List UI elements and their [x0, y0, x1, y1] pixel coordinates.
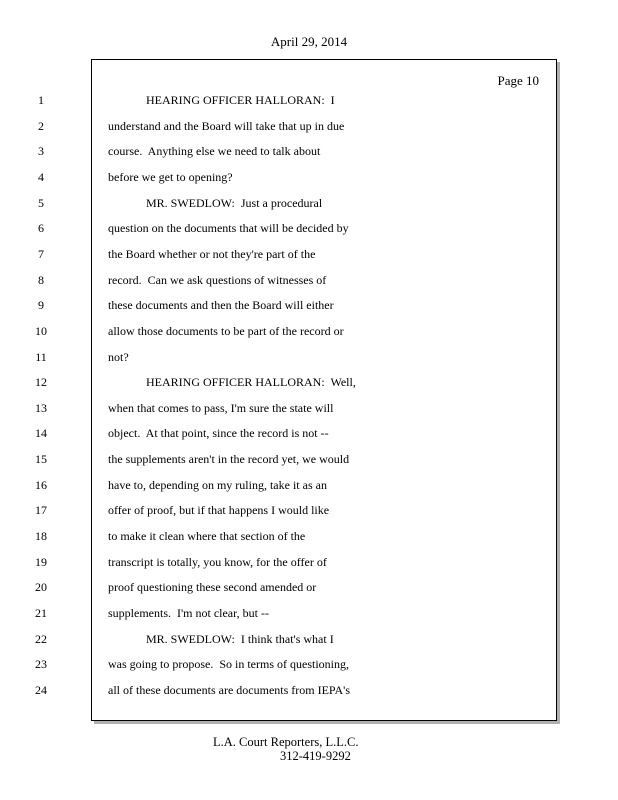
transcript-line: before we get to opening?	[108, 170, 233, 184]
line-number: 23	[35, 657, 47, 671]
transcript-line: understand and the Board will take that up in due	[108, 119, 345, 133]
line-number: 5	[38, 196, 44, 210]
transcript-line: these documents and then the Board will either	[108, 298, 334, 312]
line-number: 11	[35, 350, 47, 364]
transcript-line: the Board whether or not they're part of the	[108, 247, 316, 261]
transcript-line: supplements. I'm not clear, but --	[108, 606, 269, 620]
line-number: 6	[38, 221, 44, 235]
header-date: April 29, 2014	[270, 34, 348, 49]
footer-company: L.A. Court Reporters, L.L.C.	[213, 735, 359, 749]
line-number: 16	[35, 478, 47, 492]
footer-phone: 312-419-9292	[280, 749, 351, 763]
line-number: 22	[35, 632, 47, 646]
transcript-line: record. Can we ask questions of witnesses of	[108, 273, 327, 287]
line-number: 7	[38, 247, 44, 261]
transcript-line: allow those documents to be part of the record or	[108, 324, 344, 338]
line-number: 21	[35, 606, 47, 620]
line-number: 3	[38, 144, 44, 158]
transcript-line: not?	[108, 350, 129, 364]
transcript-line: offer of proof, but if that happens I would like	[108, 503, 330, 517]
line-number: 20	[35, 580, 47, 594]
line-number: 13	[35, 401, 47, 415]
line-number: 10	[35, 324, 47, 338]
transcript-line: MR. SWEDLOW: I think that's what I	[146, 632, 334, 646]
line-number: 19	[35, 555, 47, 569]
transcript-line: MR. SWEDLOW: Just a procedural	[146, 196, 323, 210]
line-number: 4	[38, 170, 44, 184]
transcript-line: HEARING OFFICER HALLORAN: I	[146, 93, 335, 107]
transcript-line: course. Anything else we need to talk about	[108, 144, 321, 158]
line-number: 12	[35, 375, 47, 389]
line-number: 24	[35, 683, 47, 697]
transcript-line: was going to propose. So in terms of questioning,	[108, 657, 349, 671]
transcript-line: object. At that point, since the record is not --	[108, 426, 329, 440]
transcript-line: all of these documents are documents from IEPA's	[108, 683, 350, 697]
transcript-line: the supplements aren't in the record yet, we would	[108, 452, 350, 466]
line-number: 9	[38, 298, 44, 312]
transcript-line: to make it clean where that section of the	[108, 529, 306, 543]
transcript-line: proof questioning these second amended or	[108, 580, 317, 594]
transcript-line: transcript is totally, you know, for the offer of	[108, 555, 327, 569]
line-number: 1	[38, 93, 44, 107]
line-number: 2	[38, 119, 44, 133]
line-number: 8	[38, 273, 44, 287]
transcript-line: have to, depending on my ruling, take it as an	[108, 478, 327, 492]
line-number: 15	[35, 452, 47, 466]
line-number: 17	[35, 503, 47, 517]
transcript-line: when that comes to pass, I'm sure the state will	[108, 401, 334, 415]
transcript-line: HEARING OFFICER HALLORAN: Well,	[146, 375, 356, 389]
transcript-page-frame	[91, 59, 557, 721]
page-number: Page 10	[497, 73, 539, 88]
line-number: 18	[35, 529, 47, 543]
transcript-line: question on the documents that will be decided by	[108, 221, 349, 235]
line-number: 14	[35, 426, 47, 440]
